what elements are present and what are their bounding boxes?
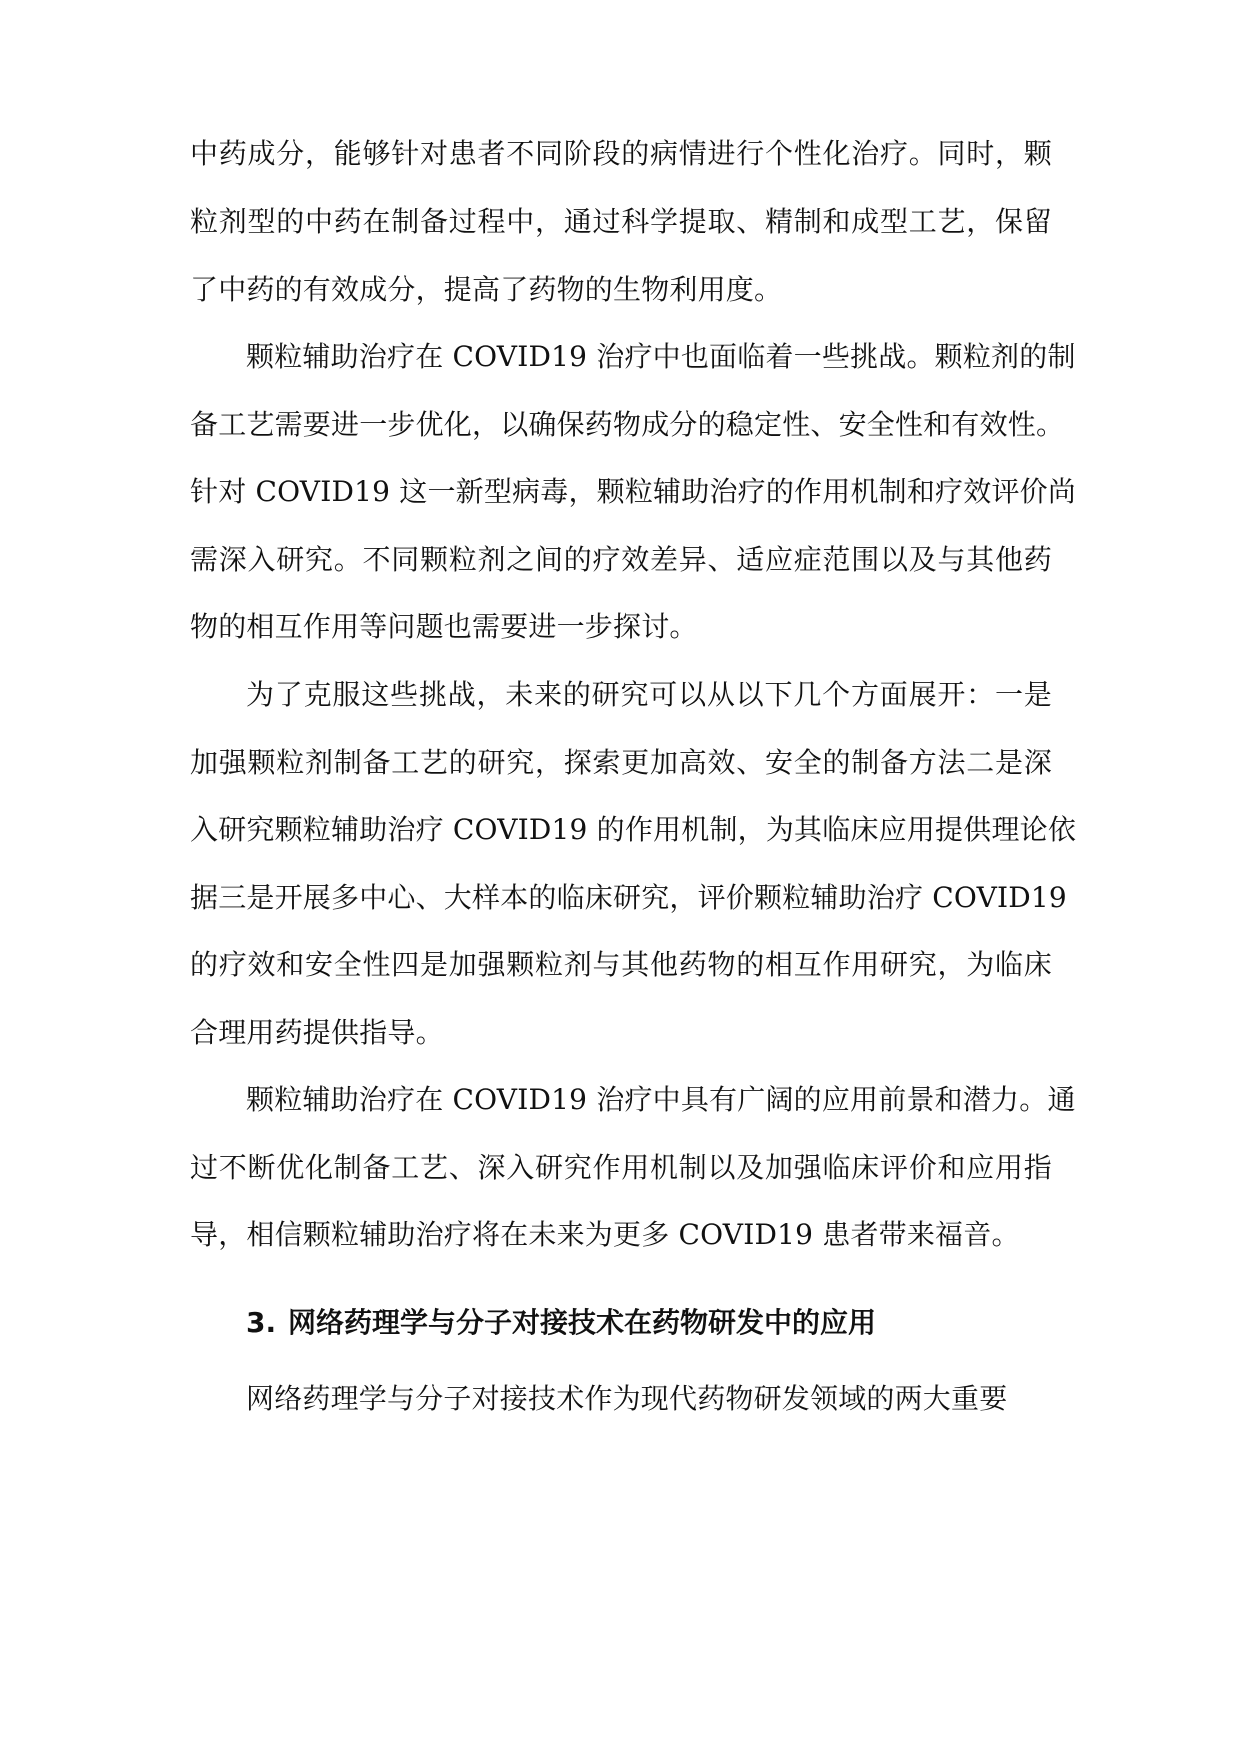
section-title: 网络药理学与分子对接技术在药物研发中的应用 [288, 1306, 877, 1339]
paragraph-2-line-3: 针对 COVID19 这一新型病毒，颗粒辅助治疗的作用机制和疗效评价尚 [190, 475, 1077, 508]
paragraph-3-line-3: 入研究颗粒辅助治疗 COVID19 的作用机制，为其临床应用提供理论依 [190, 813, 1077, 846]
paragraph-5-line-1: 网络药理学与分子对接技术作为现代药物研发领域的两大重要 [246, 1382, 1008, 1415]
paragraph-2-line-2: 备工艺需要进一步优化，以确保药物成分的稳定性、安全性和有效性。 [190, 408, 1065, 441]
paragraph-3-line-5: 的疗效和安全性四是加强颗粒剂与其他药物的相互作用研究，为临床 [190, 948, 1052, 981]
paragraph-1-line-1: 中药成分，能够针对患者不同阶段的病情进行个性化治疗。同时，颗 [190, 137, 1052, 170]
paragraph-4-line-2: 过不断优化制备工艺、深入研究作用机制以及加强临床评价和应用指 [190, 1151, 1052, 1184]
paragraph-4-line-1: 颗粒辅助治疗在 COVID19 治疗中具有广阔的应用前景和潜力。通 [246, 1083, 1076, 1116]
section-heading [246, 1286, 1052, 1360]
paragraph-3-line-6: 合理用药提供指导。 [190, 1016, 444, 1049]
paragraph-3-line-2: 加强颗粒剂制备工艺的研究，探索更加高效、安全的制备方法二是深 [190, 746, 1052, 779]
paragraph-2-line-5: 物的相互作用等问题也需要进一步探讨。 [190, 610, 698, 643]
paragraph-2-line-1: 颗粒辅助治疗在 COVID19 治疗中也面临着一些挑战。颗粒剂的制 [246, 340, 1076, 373]
paragraph-1-line-2: 粒剂型的中药在制备过程中，通过科学提取、精制和成型工艺，保留 [190, 205, 1052, 238]
paragraph-3-line-4: 据三是开展多中心、大样本的临床研究，评价颗粒辅助治疗 COVID19 [190, 881, 1067, 914]
paragraph-4-line-3: 导，相信颗粒辅助治疗将在未来为更多 COVID19 患者带来福音。 [190, 1218, 1020, 1251]
paragraph-1-line-3: 了中药的有效成分，提高了药物的生物利用度。 [190, 273, 783, 306]
paragraph-3-line-1: 为了克服这些挑战，未来的研究可以从以下几个方面展开：一是 [246, 678, 1052, 711]
section-number: 3. [246, 1306, 277, 1339]
paragraph-2-line-4: 需深入研究。不同颗粒剂之间的疗效差异、适应症范围以及与其他药 [190, 543, 1052, 576]
